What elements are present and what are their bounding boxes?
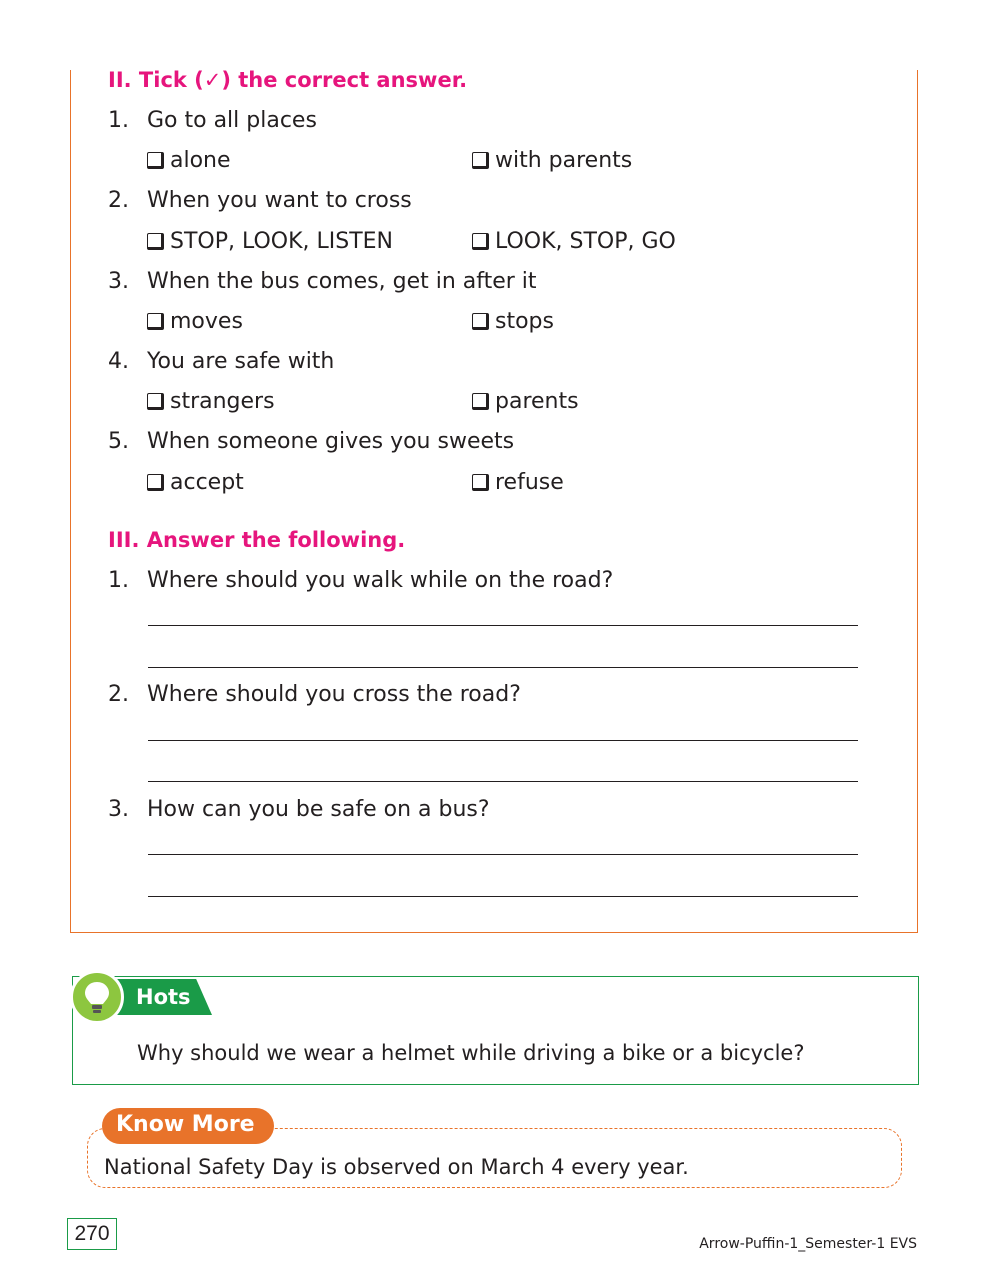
hots-label: Hots — [136, 985, 191, 1009]
checkbox-icon[interactable] — [147, 393, 164, 410]
option-a[interactable] — [147, 470, 244, 495]
question-text: How can you be safe on a bus? — [147, 797, 490, 822]
answer-line[interactable] — [148, 781, 858, 782]
option-a[interactable] — [147, 148, 231, 173]
question-text: You are safe with — [147, 349, 335, 374]
option-b[interactable] — [472, 309, 554, 334]
question-number: 2. — [108, 188, 129, 213]
question-number: 3. — [108, 797, 129, 822]
question-number: 5. — [108, 429, 129, 454]
question-text: When you want to cross — [147, 188, 412, 213]
checkbox-icon[interactable] — [472, 393, 489, 410]
question-text: When the bus comes, get in after it — [147, 269, 537, 294]
question-number: 1. — [108, 568, 129, 593]
checkbox-icon[interactable] — [472, 233, 489, 250]
option-label: accept — [170, 470, 244, 495]
answer-line[interactable] — [148, 740, 858, 741]
option-label: stops — [495, 309, 554, 334]
know-more-text: National Safety Day is observed on March 4 every year. — [104, 1155, 689, 1179]
option-label: alone — [170, 148, 231, 173]
question-number: 2. — [108, 682, 129, 707]
option-b[interactable] — [472, 470, 564, 495]
option-a[interactable] — [147, 309, 243, 334]
option-a[interactable] — [147, 229, 393, 254]
option-label: parents — [495, 389, 579, 414]
book-title: Arrow-Puffin-1_Semester-1 EVS — [699, 1236, 917, 1252]
page-number: 270 — [67, 1218, 117, 1250]
option-b[interactable] — [472, 389, 579, 414]
question-number: 4. — [108, 349, 129, 374]
option-label: LOOK, STOP, GO — [495, 229, 676, 254]
question-number: 3. — [108, 269, 129, 294]
checkbox-icon[interactable] — [472, 313, 489, 330]
question-text: When someone gives you sweets — [147, 429, 515, 454]
section-2-heading: II. Tick (✓) the correct answer. — [108, 68, 468, 92]
know-more-label: Know More — [116, 1112, 255, 1137]
option-label: strangers — [170, 389, 275, 414]
option-label: STOP, LOOK, LISTEN — [170, 229, 393, 254]
checkbox-icon[interactable] — [147, 233, 164, 250]
answer-line[interactable] — [148, 667, 858, 668]
answer-line[interactable] — [148, 625, 858, 626]
option-a[interactable] — [147, 389, 275, 414]
section-3-heading: III. Answer the following. — [108, 528, 406, 552]
option-b[interactable] — [472, 148, 632, 173]
hots-question: Why should we wear a helmet while driving a bike or a bicycle? — [137, 1041, 805, 1065]
lightbulb-icon — [70, 970, 124, 1024]
answer-line[interactable] — [148, 854, 858, 855]
checkbox-icon[interactable] — [147, 474, 164, 491]
option-label: moves — [170, 309, 243, 334]
option-label: with parents — [495, 148, 633, 173]
checkbox-icon[interactable] — [147, 313, 164, 330]
checkbox-icon[interactable] — [147, 152, 164, 169]
checkbox-icon[interactable] — [472, 152, 489, 169]
question-text: Where should you walk while on the road? — [147, 568, 614, 593]
question-text: Go to all places — [147, 108, 317, 133]
question-text: Where should you cross the road? — [147, 682, 521, 707]
option-label: refuse — [495, 470, 564, 495]
answer-line[interactable] — [148, 896, 858, 897]
checkbox-icon[interactable] — [472, 474, 489, 491]
option-b[interactable] — [472, 229, 676, 254]
question-number: 1. — [108, 108, 129, 133]
